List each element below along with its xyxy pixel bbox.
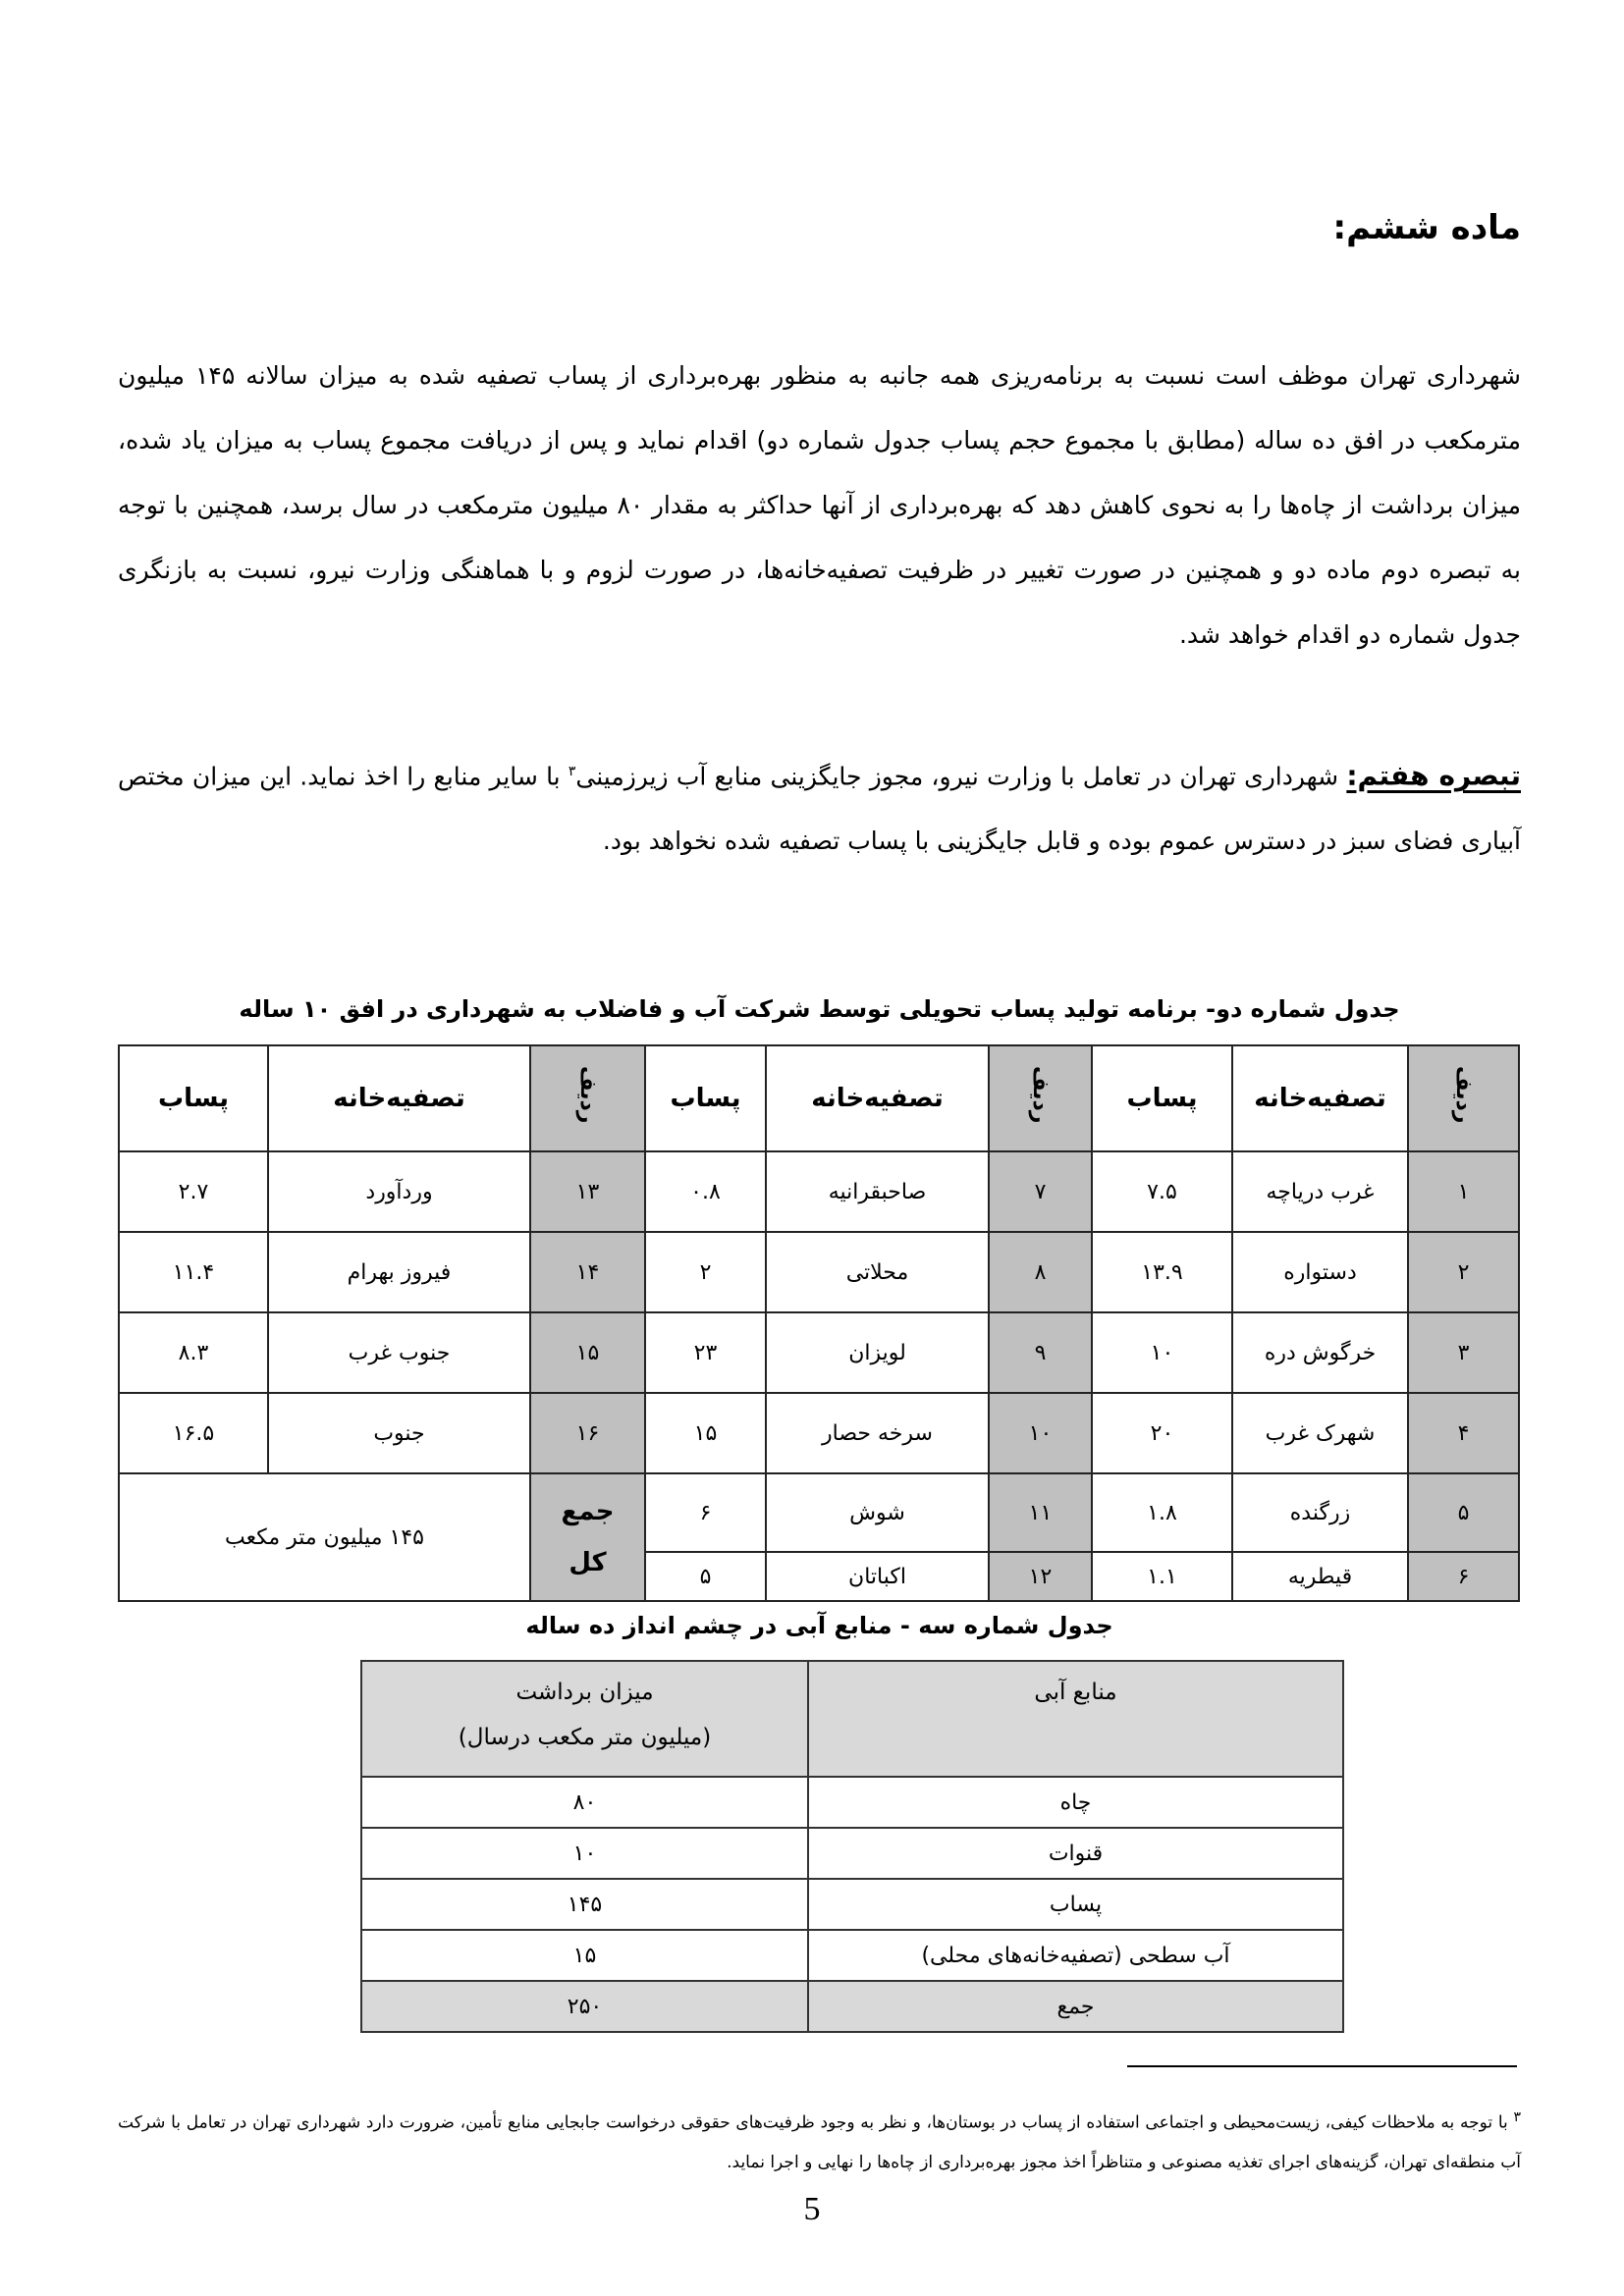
plant-name: فیروز بهرام xyxy=(268,1232,530,1312)
total-label: جمع xyxy=(808,1981,1343,2032)
header-withdrawal: میزان برداشت (میلیون متر مکعب درسال) xyxy=(361,1661,808,1777)
row-number: ۱ xyxy=(1408,1151,1519,1232)
water-source: قنوات xyxy=(808,1828,1343,1879)
row-number: ۶ xyxy=(1408,1552,1519,1601)
footnote-text: با توجه به ملاحظات کیفی، زیست‌محیطی و اجتماعی استفاده از پساب در بوستان‌ها، و نظر به وجود ظرفیت‌های حقوقی درخواست جابجایی منابع تأمین، ضرورت دارد شهرداری تهران در تعامل با شرکت آب منطقه‌ای تهران، گزینه‌های اجرای تغذیه مصنوعی و متناظراً اخذ مجوز بهره‌برداری از چاه‌ها را نهایی و اجرا نماید. xyxy=(118,2112,1521,2172)
note-7-body-part2: با سایر منابع را اخذ نماید. این میزان مختص آبیاری فضای سبز در دسترس عموم بوده و قابل جایگزینی با پساب تصفیه شده نخواهد بود. xyxy=(118,762,1521,856)
header-plant: تصفیه‌خانه xyxy=(766,1045,989,1151)
row-number: ۱۰ xyxy=(989,1393,1092,1473)
header-plant: تصفیه‌خانه xyxy=(1232,1045,1408,1151)
effluent-value: ۷.۵ xyxy=(1092,1151,1232,1232)
table-3-header-row xyxy=(361,1661,1343,1777)
row-number: ۱۳ xyxy=(530,1151,645,1232)
row-number: ۷ xyxy=(989,1151,1092,1232)
total-value: ۲۵۰ xyxy=(361,1981,808,2032)
footnote xyxy=(118,2098,1521,2182)
header-effluent: پساب xyxy=(1092,1045,1232,1151)
plant-name: شوش xyxy=(766,1473,989,1552)
header-row-number: ردیف xyxy=(989,1045,1092,1151)
effluent-value: ۰.۸ xyxy=(645,1151,766,1232)
table-2-effluent-production xyxy=(118,1044,1520,1602)
table-2-header-row xyxy=(119,1045,1519,1151)
water-source: چاه xyxy=(808,1777,1343,1828)
article-6-heading: ماده ششم: xyxy=(1332,208,1521,247)
water-source: پساب xyxy=(808,1879,1343,1930)
plant-name: وردآورد xyxy=(268,1151,530,1232)
plant-name: شهرک غرب xyxy=(1232,1393,1408,1473)
row-number: ۲ xyxy=(1408,1232,1519,1312)
effluent-value: ۱۱.۴ xyxy=(119,1232,268,1312)
table-row xyxy=(119,1312,1519,1393)
effluent-value: ۶ xyxy=(645,1473,766,1552)
effluent-value: ۲۰ xyxy=(1092,1393,1232,1473)
row-number: ۱۲ xyxy=(989,1552,1092,1601)
table-row xyxy=(119,1151,1519,1232)
plant-name: غرب دریاچه xyxy=(1232,1151,1408,1232)
row-number: ۱۱ xyxy=(989,1473,1092,1552)
effluent-value: ۲.۷ xyxy=(119,1151,268,1232)
plant-name: خرگوش دره xyxy=(1232,1312,1408,1393)
withdrawal-value: ۱۰ xyxy=(361,1828,808,1879)
effluent-value: ۱.۱ xyxy=(1092,1552,1232,1601)
table-2-caption: جدول شماره دو- برنامه تولید پساب تحویلی توسط شرکت آب و فاضلاب به شهرداری در افق ۱۰ ساله xyxy=(239,995,1400,1023)
row-number: ۳ xyxy=(1408,1312,1519,1393)
plant-name: صاحبقرانیه xyxy=(766,1151,989,1232)
row-number: ۵ xyxy=(1408,1473,1519,1552)
table-3-caption: جدول شماره سه - منابع آبی در چشم انداز ده ساله xyxy=(525,1612,1113,1639)
effluent-value: ۱۶.۵ xyxy=(119,1393,268,1473)
table-row xyxy=(361,1930,1343,1981)
plant-name: زرگنده xyxy=(1232,1473,1408,1552)
grand-total-value: ۱۴۵ میلیون متر مکعب xyxy=(119,1473,530,1601)
water-source: آب سطحی (تصفیه‌خانه‌های محلی) xyxy=(808,1930,1343,1981)
table-row xyxy=(361,1828,1343,1879)
table-row xyxy=(361,1777,1343,1828)
row-number: ۱۶ xyxy=(530,1393,645,1473)
withdrawal-value: ۱۵ xyxy=(361,1930,808,1981)
table-row xyxy=(361,1879,1343,1930)
grand-total-label: جمع کل xyxy=(530,1473,645,1601)
header-row-number: ردیف xyxy=(530,1045,645,1151)
note-7-paragraph xyxy=(118,739,1521,874)
effluent-value: ۵ xyxy=(645,1552,766,1601)
table-row xyxy=(119,1232,1519,1312)
plant-name: قیطریه xyxy=(1232,1552,1408,1601)
row-number: ۱۴ xyxy=(530,1232,645,1312)
page-number: 5 xyxy=(803,2191,821,2227)
table-3-total-row xyxy=(361,1981,1343,2032)
effluent-value: ۸.۳ xyxy=(119,1312,268,1393)
effluent-value: ۱.۸ xyxy=(1092,1473,1232,1552)
effluent-value: ۱۵ xyxy=(645,1393,766,1473)
effluent-value: ۱۳.۹ xyxy=(1092,1232,1232,1312)
effluent-value: ۱۰ xyxy=(1092,1312,1232,1393)
row-number: ۹ xyxy=(989,1312,1092,1393)
plant-name: سرخه حصار xyxy=(766,1393,989,1473)
header-row-number: ردیف xyxy=(1408,1045,1519,1151)
table-row xyxy=(119,1473,1519,1552)
plant-name: لویزان xyxy=(766,1312,989,1393)
table-row xyxy=(119,1393,1519,1473)
header-water-source: منابع آبی xyxy=(808,1661,1343,1777)
effluent-value: ۲۳ xyxy=(645,1312,766,1393)
row-number: ۸ xyxy=(989,1232,1092,1312)
footnote-separator xyxy=(1127,2065,1517,2067)
footnote-marker: ۳ xyxy=(1513,2109,1521,2125)
plant-name: محلاتی xyxy=(766,1232,989,1312)
withdrawal-value: ۱۴۵ xyxy=(361,1879,808,1930)
plant-name: دستواره xyxy=(1232,1232,1408,1312)
header-effluent: پساب xyxy=(645,1045,766,1151)
note-7-label: تبصره هفتم: xyxy=(1346,759,1521,792)
withdrawal-value: ۸۰ xyxy=(361,1777,808,1828)
plant-name: جنوب xyxy=(268,1393,530,1473)
footnote-reference[interactable]: ۳ xyxy=(568,764,576,779)
note-7-body-part1: شهرداری تهران در تعامل با وزارت نیرو، مجوز جایگزینی منابع آب زیرزمینی xyxy=(575,762,1347,791)
article-6-body: شهرداری تهران موظف است نسبت به برنامه‌ریزی همه جانبه به منظور بهره‌برداری از پساب تصفیه شده به میزان سالانه ۱۴۵ میلیون مترمکعب در افق ده ساله (مطابق با مجموع حجم پساب جدول شماره دو) اقدام نماید و پس از دریافت مجموع پساب به میزان یاد شده، میزان برداشت از چاه‌ها را به نحوی کاهش دهد که بهره‌برداری از آنها حداکثر به مقدار ۸۰ میلیون مترمکعب در سال برسد، همچنین با توجه به تبصره دوم ماده دو و همچنین در صورت تغییر در ظرفیت تصفیه‌خانه‌ها، در صورت لزوم و با هماهنگی وزارت نیرو، نسبت به بازنگری جدول شماره دو اقدام خواهد شد. xyxy=(118,361,1521,649)
row-number: ۴ xyxy=(1408,1393,1519,1473)
plant-name: جنوب غرب xyxy=(268,1312,530,1393)
plant-name: اکباتان xyxy=(766,1552,989,1601)
header-plant: تصفیه‌خانه xyxy=(268,1045,530,1151)
table-3-water-sources xyxy=(360,1660,1344,2033)
effluent-value: ۲ xyxy=(645,1232,766,1312)
row-number: ۱۵ xyxy=(530,1312,645,1393)
header-effluent: پساب xyxy=(119,1045,268,1151)
